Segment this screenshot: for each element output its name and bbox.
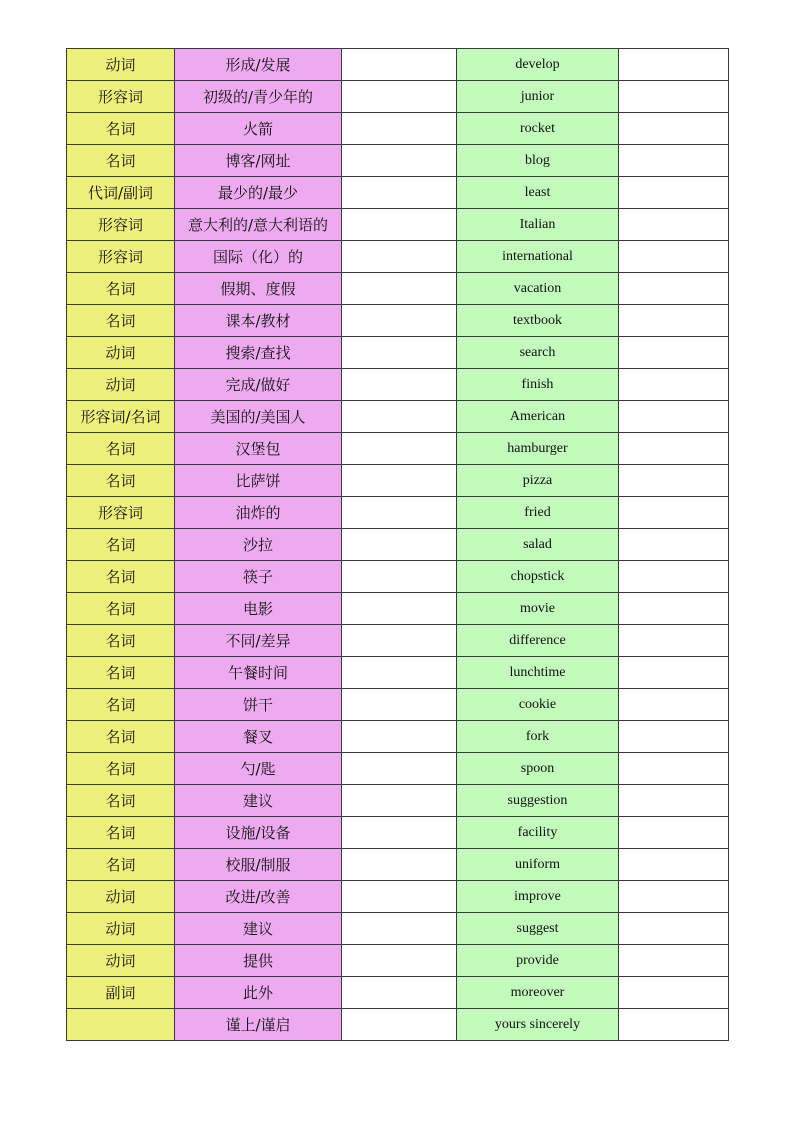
- chinese-meaning-cell: 勺/匙: [175, 753, 342, 785]
- answer-blank-cell[interactable]: [342, 593, 457, 625]
- chinese-meaning-cell: 国际（化）的: [175, 241, 342, 273]
- english-word-cell: textbook: [457, 305, 619, 337]
- english-word-cell: vacation: [457, 273, 619, 305]
- answer-blank-cell[interactable]: [619, 433, 729, 465]
- answer-blank-cell[interactable]: [342, 145, 457, 177]
- answer-blank-cell[interactable]: [342, 433, 457, 465]
- chinese-meaning-cell: 沙拉: [175, 529, 342, 561]
- answer-blank-cell[interactable]: [342, 529, 457, 561]
- answer-blank-cell[interactable]: [342, 721, 457, 753]
- answer-blank-cell[interactable]: [619, 49, 729, 81]
- answer-blank-cell[interactable]: [619, 881, 729, 913]
- part-of-speech-cell: 副词: [67, 977, 175, 1009]
- chinese-meaning-cell: 设施/设备: [175, 817, 342, 849]
- answer-blank-cell[interactable]: [619, 817, 729, 849]
- english-word-cell: movie: [457, 593, 619, 625]
- answer-blank-cell[interactable]: [619, 177, 729, 209]
- chinese-meaning-cell: 假期、度假: [175, 273, 342, 305]
- english-word-cell: lunchtime: [457, 657, 619, 689]
- chinese-meaning-cell: 谨上/谨启: [175, 1009, 342, 1041]
- answer-blank-cell[interactable]: [619, 113, 729, 145]
- table-row: [67, 881, 729, 913]
- table-row: [67, 977, 729, 1009]
- answer-blank-cell[interactable]: [619, 689, 729, 721]
- part-of-speech-cell: 形容词/名词: [67, 401, 175, 433]
- table-row: [67, 49, 729, 81]
- table-row: [67, 817, 729, 849]
- part-of-speech-cell: 名词: [67, 817, 175, 849]
- chinese-meaning-cell: 初级的/青少年的: [175, 81, 342, 113]
- english-word-cell: fork: [457, 721, 619, 753]
- answer-blank-cell[interactable]: [342, 81, 457, 113]
- english-word-cell: international: [457, 241, 619, 273]
- part-of-speech-cell: 形容词: [67, 497, 175, 529]
- table-row: [67, 177, 729, 209]
- english-word-cell: chopstick: [457, 561, 619, 593]
- part-of-speech-cell: 动词: [67, 913, 175, 945]
- chinese-meaning-cell: 建议: [175, 913, 342, 945]
- english-word-cell: hamburger: [457, 433, 619, 465]
- part-of-speech-cell: 动词: [67, 337, 175, 369]
- table-row: [67, 625, 729, 657]
- answer-blank-cell[interactable]: [342, 977, 457, 1009]
- table-row: [67, 785, 729, 817]
- english-word-cell: salad: [457, 529, 619, 561]
- table-row: [67, 657, 729, 689]
- part-of-speech-cell: 名词: [67, 593, 175, 625]
- part-of-speech-cell: 名词: [67, 273, 175, 305]
- chinese-meaning-cell: 火箭: [175, 113, 342, 145]
- answer-blank-cell[interactable]: [619, 81, 729, 113]
- part-of-speech-cell: 名词: [67, 753, 175, 785]
- part-of-speech-cell: 名词: [67, 145, 175, 177]
- answer-blank-cell[interactable]: [619, 593, 729, 625]
- answer-blank-cell[interactable]: [342, 785, 457, 817]
- answer-blank-cell[interactable]: [342, 465, 457, 497]
- chinese-meaning-cell: 课本/教材: [175, 305, 342, 337]
- answer-blank-cell[interactable]: [342, 209, 457, 241]
- table-row: [67, 529, 729, 561]
- part-of-speech-cell: 名词: [67, 625, 175, 657]
- part-of-speech-cell: 形容词: [67, 81, 175, 113]
- answer-blank-cell[interactable]: [619, 273, 729, 305]
- part-of-speech-cell: 名词: [67, 433, 175, 465]
- answer-blank-cell[interactable]: [342, 241, 457, 273]
- answer-blank-cell[interactable]: [342, 497, 457, 529]
- chinese-meaning-cell: 意大利的/意大利语的: [175, 209, 342, 241]
- table-row: [67, 273, 729, 305]
- answer-blank-cell[interactable]: [619, 977, 729, 1009]
- chinese-meaning-cell: 筷子: [175, 561, 342, 593]
- part-of-speech-cell: 形容词: [67, 241, 175, 273]
- chinese-meaning-cell: 搜索/查找: [175, 337, 342, 369]
- english-word-cell: suggestion: [457, 785, 619, 817]
- answer-blank-cell[interactable]: [619, 785, 729, 817]
- part-of-speech-cell: [67, 1009, 175, 1041]
- part-of-speech-cell: 动词: [67, 881, 175, 913]
- table-row: [67, 145, 729, 177]
- answer-blank-cell[interactable]: [342, 561, 457, 593]
- part-of-speech-cell: 形容词: [67, 209, 175, 241]
- table-row: [67, 113, 729, 145]
- english-word-cell: cookie: [457, 689, 619, 721]
- chinese-meaning-cell: 油炸的: [175, 497, 342, 529]
- part-of-speech-cell: 名词: [67, 113, 175, 145]
- chinese-meaning-cell: 电影: [175, 593, 342, 625]
- part-of-speech-cell: 动词: [67, 945, 175, 977]
- part-of-speech-cell: 名词: [67, 785, 175, 817]
- part-of-speech-cell: 名词: [67, 689, 175, 721]
- answer-blank-cell[interactable]: [619, 625, 729, 657]
- answer-blank-cell[interactable]: [619, 241, 729, 273]
- answer-blank-cell[interactable]: [619, 145, 729, 177]
- answer-blank-cell[interactable]: [619, 753, 729, 785]
- english-word-cell: search: [457, 337, 619, 369]
- table-row: [67, 721, 729, 753]
- table-row: [67, 401, 729, 433]
- table-row: [67, 369, 729, 401]
- answer-blank-cell[interactable]: [342, 881, 457, 913]
- table-row: [67, 849, 729, 881]
- chinese-meaning-cell: 饼干: [175, 689, 342, 721]
- chinese-meaning-cell: 博客/网址: [175, 145, 342, 177]
- part-of-speech-cell: 名词: [67, 465, 175, 497]
- vocabulary-table: [66, 48, 729, 1041]
- answer-blank-cell[interactable]: [619, 945, 729, 977]
- chinese-meaning-cell: 最少的/最少: [175, 177, 342, 209]
- answer-blank-cell[interactable]: [342, 817, 457, 849]
- table-row: [67, 433, 729, 465]
- english-word-cell: provide: [457, 945, 619, 977]
- english-word-cell: yours sincerely: [457, 1009, 619, 1041]
- answer-blank-cell[interactable]: [342, 113, 457, 145]
- table-row: [67, 593, 729, 625]
- part-of-speech-cell: 代词/副词: [67, 177, 175, 209]
- chinese-meaning-cell: 不同/差异: [175, 625, 342, 657]
- english-word-cell: moreover: [457, 977, 619, 1009]
- answer-blank-cell[interactable]: [619, 401, 729, 433]
- english-word-cell: suggest: [457, 913, 619, 945]
- part-of-speech-cell: 名词: [67, 849, 175, 881]
- answer-blank-cell[interactable]: [619, 561, 729, 593]
- table-row: [67, 497, 729, 529]
- answer-blank-cell[interactable]: [342, 401, 457, 433]
- table-row: [67, 209, 729, 241]
- answer-blank-cell[interactable]: [619, 849, 729, 881]
- answer-blank-cell[interactable]: [342, 689, 457, 721]
- answer-blank-cell[interactable]: [619, 305, 729, 337]
- chinese-meaning-cell: 汉堡包: [175, 433, 342, 465]
- table-row: [67, 753, 729, 785]
- answer-blank-cell[interactable]: [342, 273, 457, 305]
- chinese-meaning-cell: 午餐时间: [175, 657, 342, 689]
- table-row: [67, 945, 729, 977]
- answer-blank-cell[interactable]: [342, 657, 457, 689]
- answer-blank-cell[interactable]: [619, 209, 729, 241]
- part-of-speech-cell: 名词: [67, 529, 175, 561]
- chinese-meaning-cell: 建议: [175, 785, 342, 817]
- answer-blank-cell[interactable]: [342, 753, 457, 785]
- part-of-speech-cell: 名词: [67, 561, 175, 593]
- answer-blank-cell[interactable]: [619, 657, 729, 689]
- answer-blank-cell[interactable]: [342, 305, 457, 337]
- chinese-meaning-cell: 美国的/美国人: [175, 401, 342, 433]
- english-word-cell: facility: [457, 817, 619, 849]
- english-word-cell: junior: [457, 81, 619, 113]
- chinese-meaning-cell: 形成/发展: [175, 49, 342, 81]
- answer-blank-cell[interactable]: [342, 625, 457, 657]
- answer-blank-cell[interactable]: [619, 913, 729, 945]
- chinese-meaning-cell: 比萨饼: [175, 465, 342, 497]
- chinese-meaning-cell: 此外: [175, 977, 342, 1009]
- english-word-cell: least: [457, 177, 619, 209]
- english-word-cell: spoon: [457, 753, 619, 785]
- english-word-cell: rocket: [457, 113, 619, 145]
- table-row: [67, 241, 729, 273]
- english-word-cell: fried: [457, 497, 619, 529]
- chinese-meaning-cell: 改进/改善: [175, 881, 342, 913]
- answer-blank-cell[interactable]: [342, 945, 457, 977]
- part-of-speech-cell: 名词: [67, 721, 175, 753]
- answer-blank-cell[interactable]: [342, 177, 457, 209]
- answer-blank-cell[interactable]: [619, 721, 729, 753]
- part-of-speech-cell: 名词: [67, 305, 175, 337]
- chinese-meaning-cell: 提供: [175, 945, 342, 977]
- answer-blank-cell[interactable]: [342, 337, 457, 369]
- answer-blank-cell[interactable]: [342, 1009, 457, 1041]
- table-row: [67, 913, 729, 945]
- english-word-cell: Italian: [457, 209, 619, 241]
- english-word-cell: improve: [457, 881, 619, 913]
- answer-blank-cell[interactable]: [619, 529, 729, 561]
- english-word-cell: American: [457, 401, 619, 433]
- table-row: [67, 305, 729, 337]
- table-row: [67, 1009, 729, 1041]
- chinese-meaning-cell: 餐叉: [175, 721, 342, 753]
- table-row: [67, 561, 729, 593]
- part-of-speech-cell: 名词: [67, 657, 175, 689]
- english-word-cell: uniform: [457, 849, 619, 881]
- english-word-cell: pizza: [457, 465, 619, 497]
- answer-blank-cell[interactable]: [619, 369, 729, 401]
- answer-blank-cell[interactable]: [342, 369, 457, 401]
- table-row: [67, 465, 729, 497]
- chinese-meaning-cell: 校服/制服: [175, 849, 342, 881]
- english-word-cell: difference: [457, 625, 619, 657]
- table-row: [67, 689, 729, 721]
- answer-blank-cell[interactable]: [342, 49, 457, 81]
- part-of-speech-cell: 动词: [67, 369, 175, 401]
- chinese-meaning-cell: 完成/做好: [175, 369, 342, 401]
- answer-blank-cell[interactable]: [619, 465, 729, 497]
- answer-blank-cell[interactable]: [342, 849, 457, 881]
- english-word-cell: develop: [457, 49, 619, 81]
- table-row: [67, 337, 729, 369]
- english-word-cell: blog: [457, 145, 619, 177]
- vocabulary-table-body: [67, 49, 729, 1041]
- english-word-cell: finish: [457, 369, 619, 401]
- answer-blank-cell[interactable]: [619, 337, 729, 369]
- answer-blank-cell[interactable]: [342, 913, 457, 945]
- answer-blank-cell[interactable]: [619, 497, 729, 529]
- answer-blank-cell[interactable]: [619, 1009, 729, 1041]
- part-of-speech-cell: 动词: [67, 49, 175, 81]
- table-row: [67, 81, 729, 113]
